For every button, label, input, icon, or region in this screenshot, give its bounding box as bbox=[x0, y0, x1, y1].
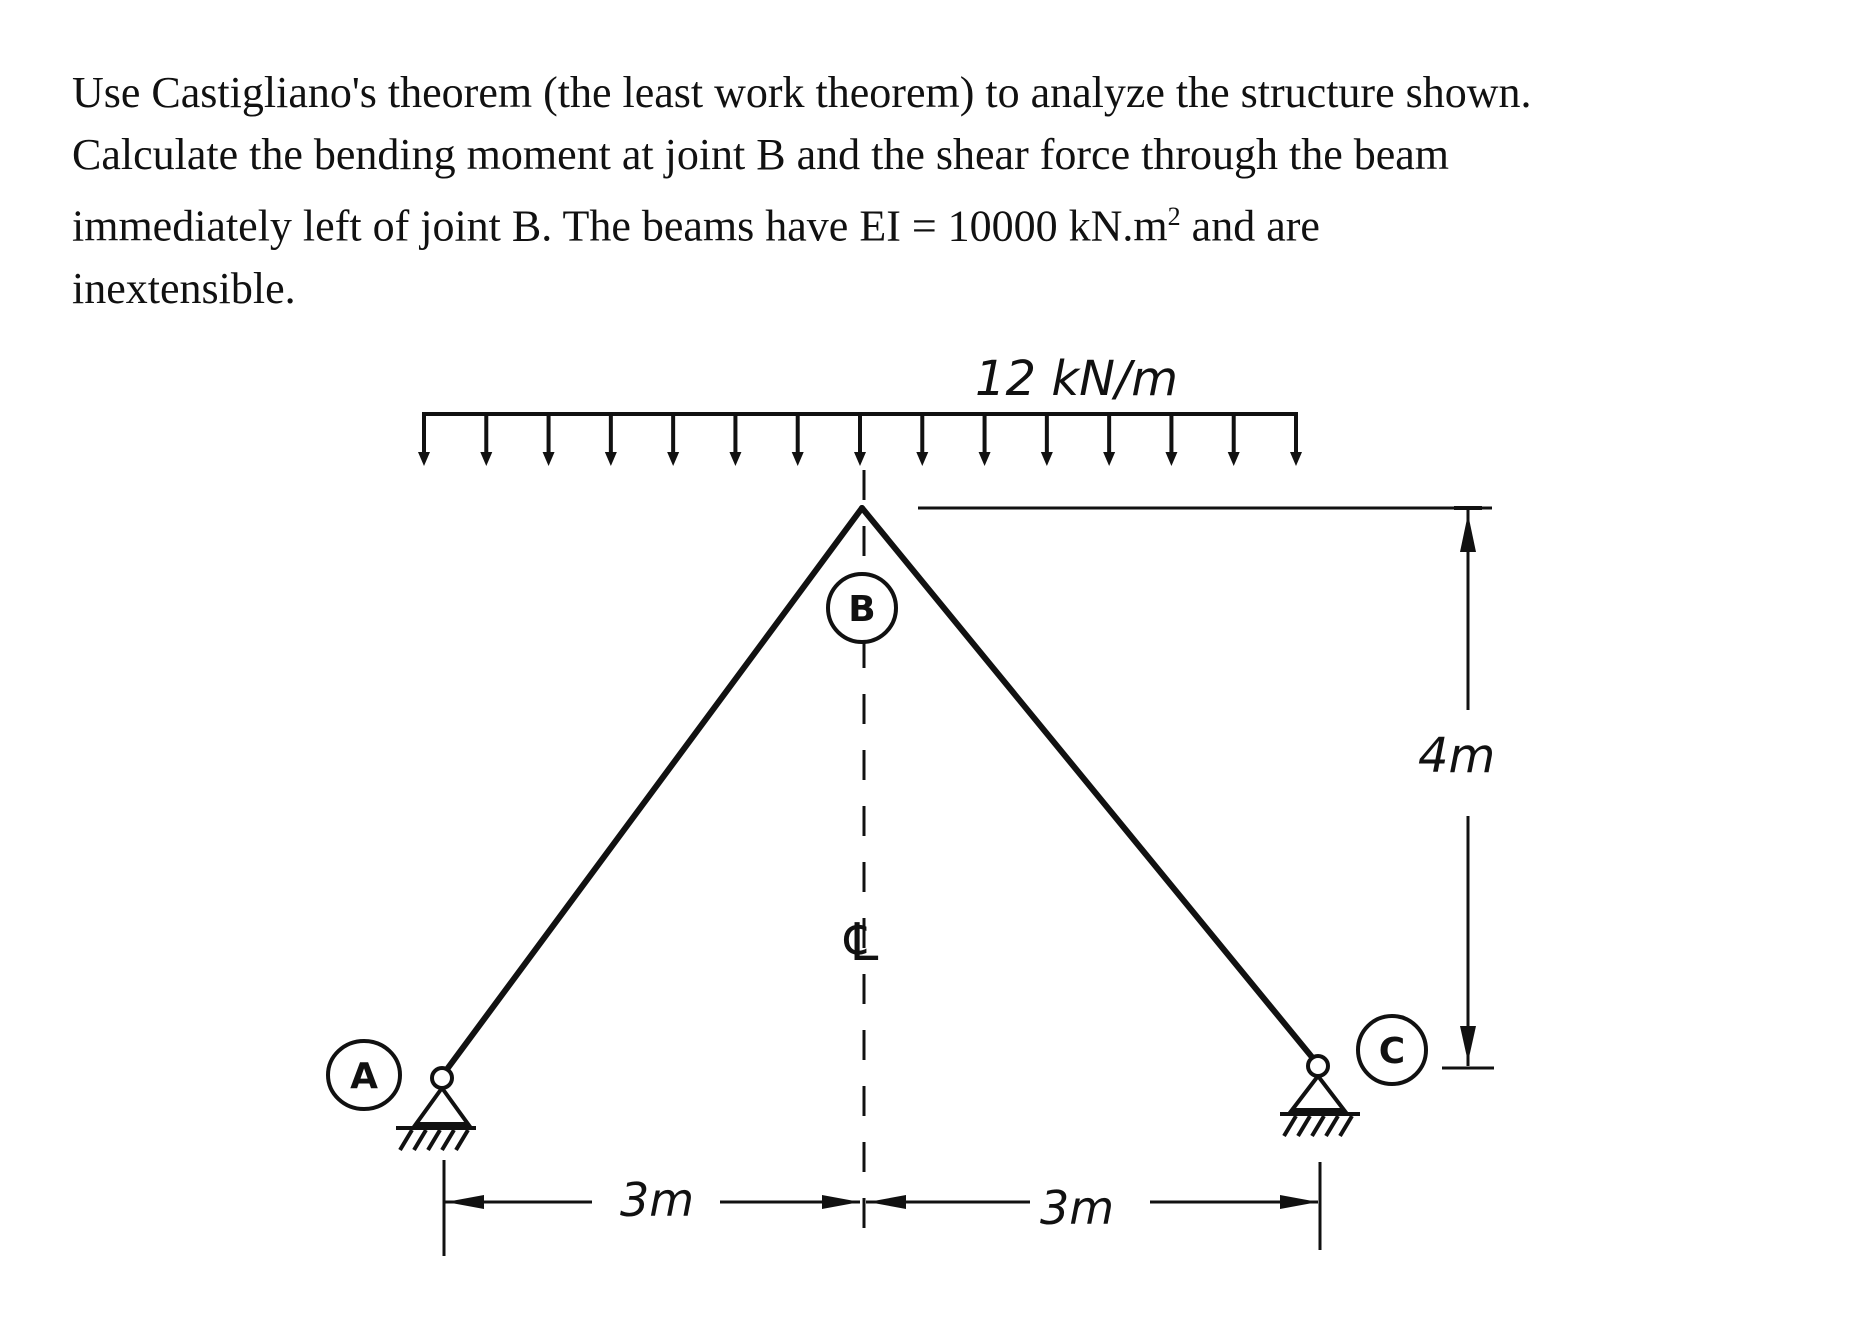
load-arrow-head bbox=[1103, 452, 1115, 466]
centerline-symbol: ℄ bbox=[845, 913, 879, 973]
svg-text:A: A bbox=[350, 1056, 378, 1097]
member-bc bbox=[862, 508, 1316, 1062]
load-arrow-head bbox=[1290, 452, 1302, 466]
load-arrow-head bbox=[667, 452, 679, 466]
load-arrow-head bbox=[480, 452, 492, 466]
load-arrows bbox=[418, 414, 1302, 466]
load-arrow-head bbox=[729, 452, 741, 466]
problem-line-1: Use Castigliano's theorem (the least work theorem) to analyze the structure shown. bbox=[72, 68, 1532, 117]
load-arrow-head bbox=[605, 452, 617, 466]
load-arrow-head bbox=[1165, 452, 1177, 466]
height-dimension bbox=[918, 508, 1494, 1068]
pin-support-a bbox=[396, 1068, 476, 1150]
load-arrow-head bbox=[418, 452, 430, 466]
load-arrow-head bbox=[1041, 452, 1053, 466]
load-arrow-head bbox=[979, 452, 991, 466]
load-arrow-head bbox=[792, 452, 804, 466]
problem-line-3-end: and are bbox=[1180, 201, 1320, 251]
load-label: 12 kN/m bbox=[975, 351, 1178, 407]
svg-text:B: B bbox=[848, 589, 876, 630]
load-arrow-head bbox=[543, 452, 555, 466]
member-ab bbox=[442, 508, 862, 1076]
problem-line-4: inextensible. bbox=[72, 263, 296, 313]
load-arrow-head bbox=[1228, 452, 1240, 466]
pin-support-c bbox=[1280, 1056, 1360, 1136]
span-right-label: 3m bbox=[1040, 1181, 1115, 1235]
joint-b-label bbox=[828, 574, 896, 642]
joint-c-label bbox=[1358, 1016, 1426, 1084]
span-left-label: 3m bbox=[620, 1173, 695, 1227]
load-arrow-head bbox=[916, 452, 928, 466]
height-label: 4m bbox=[1418, 728, 1496, 784]
joint-a-label bbox=[328, 1041, 400, 1109]
exponent: 2 bbox=[1167, 202, 1181, 231]
problem-line-2: Calculate the bending moment at joint B and the shear force through the beam bbox=[72, 130, 1450, 179]
span-dimension bbox=[444, 1160, 1320, 1256]
load-arrow-head bbox=[854, 452, 866, 466]
problem-line-3-text: immediately left of joint B. The beams have EI = 10000 kN.m bbox=[72, 201, 1168, 251]
distributed-load bbox=[418, 414, 1302, 466]
svg-text:C: C bbox=[1378, 1031, 1406, 1072]
